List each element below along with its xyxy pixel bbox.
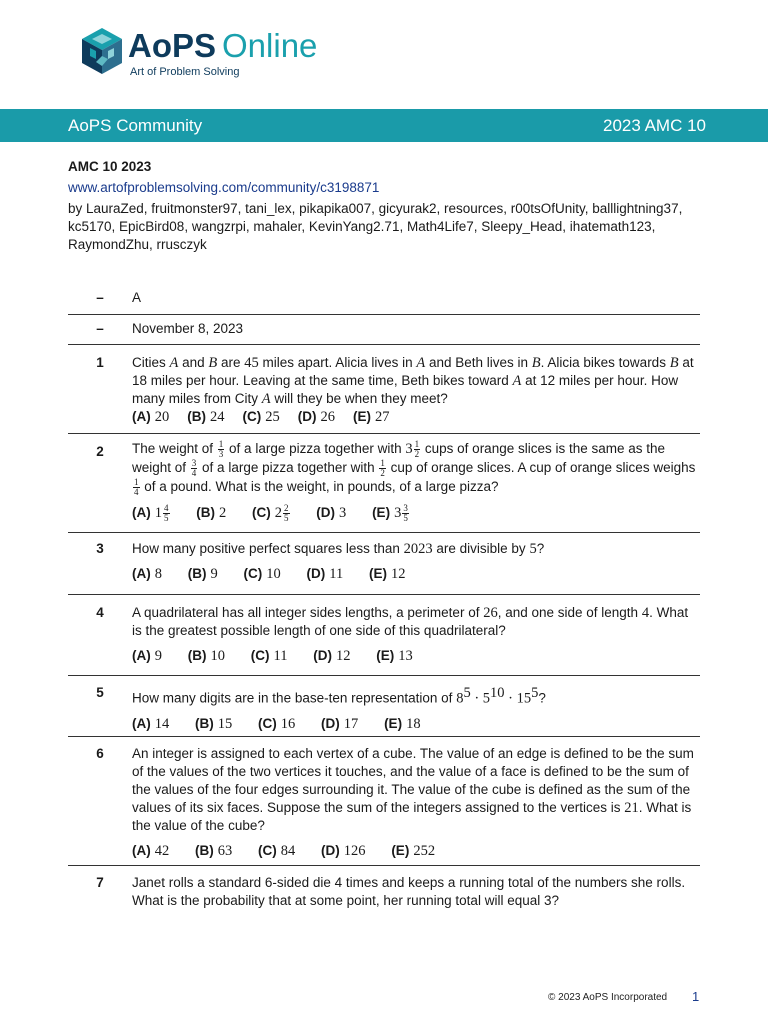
logo-product: Online xyxy=(222,27,318,64)
choice-e: (E) 252 xyxy=(391,843,436,859)
logo-brand: AoPS xyxy=(128,27,217,64)
choice-a: (A) 14 xyxy=(132,715,170,732)
problem-6 xyxy=(68,737,700,866)
logo-tagline: Art of Problem Solving xyxy=(130,66,240,78)
choice-a: (A) 9 xyxy=(132,648,162,664)
choice-d: (D) 11 xyxy=(306,566,344,582)
choice-d: (D) 17 xyxy=(321,715,359,732)
problem-text: How many digits are in the base-ten representation of $8^5 \cdot 5^{10} \cdot 15^5$? (A) 14 (B) 15 (C) 16 (D) 17 (E) 18 xyxy=(132,684,700,736)
choice-d: (D) 12 xyxy=(313,648,351,664)
row-marker: – xyxy=(96,290,104,305)
choice-a: (A) 8 xyxy=(132,566,162,582)
banner-contest: 2023 AMC 10 xyxy=(602,116,706,135)
choice-e: (E) 27 xyxy=(353,409,390,425)
problem-3 xyxy=(68,533,700,595)
answer-choices xyxy=(132,647,698,665)
choice-a: (A) 42 xyxy=(132,843,170,859)
choice-b: (B) 2 xyxy=(196,505,227,522)
contest-title: AMC 10 2023 xyxy=(68,159,152,174)
problem-number: 2 xyxy=(96,444,104,459)
problem-number: 4 xyxy=(96,605,104,620)
problem-number: 7 xyxy=(96,875,104,890)
date-row xyxy=(68,315,700,345)
problem-text: How many positive perfect squares less than 2023 are divisible by 5? (A) 8 (B) 9 (C) 10 (D) 11 (E) 12 xyxy=(132,540,700,594)
choice-d: (D) 26 xyxy=(297,409,335,425)
choice-a: (A) 20 xyxy=(132,409,170,425)
document-meta xyxy=(68,158,708,254)
contest-date: November 8, 2023 xyxy=(132,321,244,336)
answer-choices xyxy=(132,715,698,733)
choice-c: (C) 25 xyxy=(242,409,280,425)
problem-list xyxy=(68,285,700,910)
answer-choices xyxy=(132,842,698,860)
problem-number: 5 xyxy=(96,685,104,700)
choice-b: (B) 9 xyxy=(187,566,218,582)
problem-number: 1 xyxy=(96,355,104,370)
choice-c: (C) 11 xyxy=(250,648,288,664)
problem-text: The weight of $\frac{1}{3}$ of a large pizza together with 3 $\frac{1}{2}$ cups of orange slices is the same as the weight of $\frac{3}{4}$ of a large pizza together with $\frac{1}{2}$ cup of orange slices. A cup of orange slices weighs $\frac{1}{4}$ of a pound. What is the weight, in pounds, of a large pizza? (A) 1 $\frac{4}{5}$ (B) 2 (C) 2 $\frac{2}{5}$ (D) 3 (E) 3 $\frac{3}{5}$ xyxy=(132,440,700,532)
choice-a: (A) 1 $\frac{4}{5}$ xyxy=(132,503,169,523)
problem-number: 6 xyxy=(96,746,104,761)
problem-text: Janet rolls a standard 6-sided die 4 times and keeps a running total of the numbers she rolls. What is the probability that at some point, her running total will equal 3? xyxy=(132,875,686,908)
answer-choices xyxy=(132,504,698,523)
choice-e: (E) 12 xyxy=(369,566,406,582)
problem-text: Cities A and B are 45 miles apart. Alicia lives in A and Beth lives in B. Alicia bikes towards B at 18 miles per hour. Leaving at the same time, Beth bikes toward A at 12 miles per hour. How many miles from City A will they be when they meet? (A) 20 (B) 24 (C) 25 (D) 26 (E) 27 xyxy=(132,355,694,425)
banner-community: AoPS Community xyxy=(68,116,203,135)
choice-e: (E) 13 xyxy=(376,648,413,664)
choice-b: (B) 63 xyxy=(195,843,233,859)
choice-e: (E) 3 $\frac{3}{5}$ xyxy=(372,503,408,523)
page-number: 1 xyxy=(692,989,700,1004)
problem-7 xyxy=(68,866,700,910)
aops-cube-logo-icon xyxy=(80,26,124,76)
problem-1 xyxy=(68,345,700,434)
choice-b: (B) 15 xyxy=(195,715,233,732)
choice-c: (C) 10 xyxy=(243,566,281,582)
choice-e: (E) 18 xyxy=(384,715,421,732)
problem-4 xyxy=(68,595,700,676)
section-row xyxy=(68,285,700,315)
problem-text: An integer is assigned to each vertex of a cube. The value of an edge is defined to be the sum of the values of the two vertices it touches, and the value of a face is defined to be the sum of the values of the four edges surrounding it. The value of the cube is defined as the sum of the values of its six faces. Suppose the sum of the integers assigned to the vertices is 21. What is the value of the cube? (A) 42 (B) 63 (C) 84 (D) 126 (E) 252 xyxy=(132,745,700,865)
answer-choices xyxy=(132,565,698,583)
row-marker: – xyxy=(96,321,104,336)
header-banner xyxy=(0,109,768,142)
footer-copyright: © 2023 AoPS Incorporated xyxy=(548,992,668,1003)
problem-number: 3 xyxy=(96,541,104,556)
authors-line: by LauraZed, fruitmonster97, tani_lex, pikapika007, gicyurak2, resources, r00tsOfUnity, balllightning37, kc5170, EpicBird08, wangzrpi, mahaler, KevinYang2.71, Math4Life7, Sleepy_Head, ihatemath123, RaymondZhu, rrusczyk xyxy=(68,201,683,252)
choice-b: (B) 10 xyxy=(187,648,226,664)
choice-d: (D) 126 xyxy=(321,843,366,859)
problem-2 xyxy=(68,434,700,533)
choice-c: (C) 84 xyxy=(258,843,296,859)
choice-c: (C) 16 xyxy=(258,715,296,732)
choice-c: (C) 2 $\frac{2}{5}$ xyxy=(252,503,289,523)
choice-b: (B) 24 xyxy=(187,409,225,425)
problem-text: A quadrilateral has all integer sides lengths, a perimeter of 26, and one side of length 4. What is the greatest possible length of one side of this quadrilateral? (A) 9 (B) 10 (C) 11 (D) 12 (E) 13 xyxy=(132,604,700,675)
aops-logo xyxy=(80,26,317,82)
choice-d: (D) 3 xyxy=(316,505,347,522)
community-link[interactable]: www.artofproblemsolving.com/community/c3198871 xyxy=(68,180,380,195)
section-label: A xyxy=(132,290,142,305)
problem-5 xyxy=(68,676,700,737)
